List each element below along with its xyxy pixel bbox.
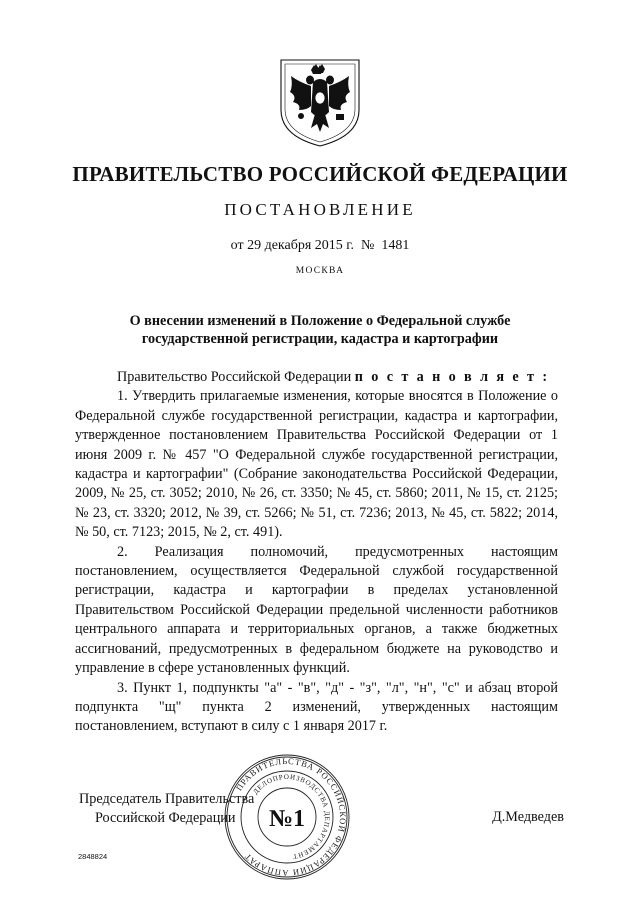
position-line-2: Российской Федерации — [95, 810, 236, 826]
intro-paragraph — [75, 368, 558, 387]
decree-body — [75, 368, 558, 737]
government-heading: ПРАВИТЕЛЬСТВО РОССИЙСКОЙ ФЕДЕРАЦИИ — [72, 162, 568, 186]
decree-title — [80, 312, 560, 348]
stamp-number: №1 — [268, 806, 306, 832]
svg-text:ПРАВИТЕЛЬСТВА РОССИЙСКОЙ ФЕДЕР: ПРАВИТЕЛЬСТВА РОССИЙСКОЙ ФЕДЕРАЦИИ АППАРАТ — [233, 755, 349, 879]
item-3: 3. Пункт 1, подпункты "а" - "в", "д" - "з", "л", "н", "с" и абзац второй подпункта "щ" пункта 2 изменений, утвержденных настоящим постановлением, вступают в силу с 1 января 2017 г. — [75, 679, 558, 735]
title-line-2: государственной регистрации, кадастра и картографии — [141, 331, 499, 347]
title-line-1: О внесении изменений в Положение о Федеральной службе — [129, 313, 511, 329]
intro-verb: п о с т а н о в л я е т : — [354, 369, 550, 385]
svg-text:ДЕЛОПРОИЗВОДСТВА ДЕПАРТАМЕНТ: ДЕЛОПРОИЗВОДСТВА ДЕПАРТАМЕНТ — [251, 772, 332, 861]
position-line-1: Председатель Правительства — [79, 791, 255, 807]
official-seal-stamp — [222, 752, 352, 882]
city-name: МОСКВА — [295, 266, 345, 276]
item-2: 2. Реализация полномочий, предусмотренных настоящим постановлением, осуществляется Федеральной службой государственной регистрации, кадастра и картографии в пределах установленной Правительством Российской Федерации предельной численности работников центрального аппарата и территориальных органов, а также бюджетных ассигнований, предусмотренных в федеральном бюджете на руководство и управление в сфере установленных функций. — [75, 543, 558, 677]
intro-text: Правительство Российской Федерации — [117, 369, 352, 385]
signatory-name: Д.Медведев — [492, 809, 564, 825]
coat-of-arms-icon — [273, 52, 367, 148]
item-1: 1. Утвердить прилагаемые изменения, которые вносятся в Положение о Федеральной службе государственной регистрации, кадастра и картографии, утвержденное постановлением Правительства Российской Федерации от 1 июня 2009 г. № 457 "О Федеральной службе государственной регистрации, кадастра и картографии" (Собрание законодательства Российской Федерации, 2009, № 25, ст. 3052; 2010, № 26, ст. 3350; № 45, ст. 5860; 2011, № 15, ст. 2125; № 23, ст. 3320; 2012, № 39, ст. 5266; № 51, ст. 7236; 2013, № 45, ст. 5822; 2014, № 50, ст. 7123; 2015, № 2, ст. 491). — [75, 388, 558, 541]
document-type: ПОСТАНОВЛЕНИЕ — [224, 200, 416, 219]
decree-date-number: от 29 декабря 2015 г. № 1481 — [230, 238, 410, 253]
document-code: 2848824 — [78, 852, 108, 861]
